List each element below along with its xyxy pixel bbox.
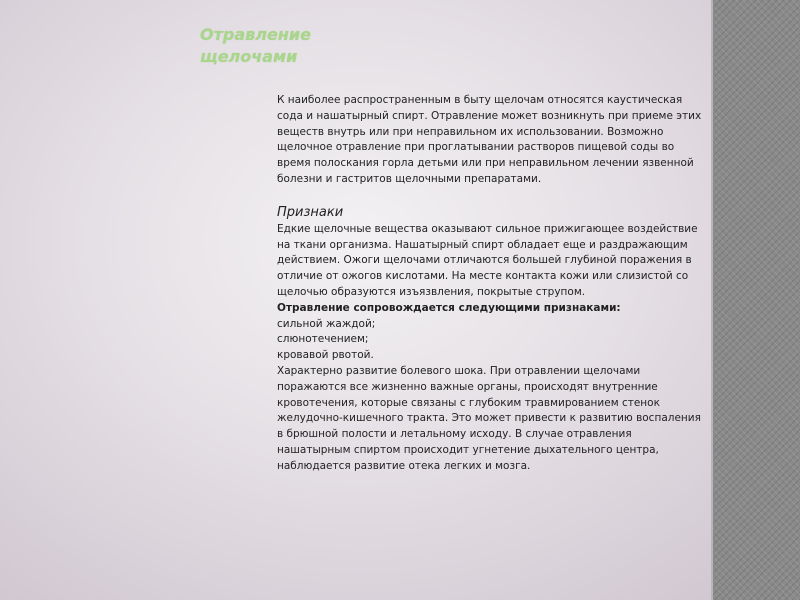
symptom-item: кровавой рвотой.: [277, 349, 374, 362]
slide-title: Отравление щелочами: [200, 25, 311, 66]
conclusion-paragraph: Характерно развитие болевого шока. При отравлении щелочами поражаются все жизненно важные органы, происходят внутренние кровотечения, которые связаны с глубоким травмированием стенок желудочно-кишечного тракта. Это может привести к развитию воспаления в брюшной полости и летальному исходу. В случае отравления нашатырным спиртом происходит угнетение дыхательного центра, наблюдается развитие отека легких и мозга.: [277, 364, 701, 472]
symptoms-lead: Отравление сопровождается следующими признаками:: [277, 301, 621, 314]
symptom-item: слюнотечением;: [277, 333, 369, 346]
slide-content: [277, 93, 702, 475]
symptom-item: сильной жаждой;: [277, 317, 376, 330]
side-decoration-panel: [713, 0, 800, 600]
signs-paragraph: Едкие щелочные вещества оказывают сильное прижигающее воздействие на ткани организма. Нашатырный спирт обладает еще и раздражающим действием. Ожоги щелочами отличаются большей глубиной поражения в отличие от ожогов кислотами. На месте контакта кожи или слизистой со щелочью образуются изъязвления, покрытые струпом.: [277, 222, 698, 298]
signs-heading: Признаки: [277, 204, 344, 220]
intro-paragraph: К наиболее распространенным в быту щелочам относятся каустическая сода и нашатырный спирт. Отравление может возникнуть при приеме этих веществ внутрь или при неправильном их использовании. Возможно щелочное отравление при проглатывании растворов пищевой соды во время полоскания горла детьми или при неправильном лечении язвенной болезни и гастритов щелочными препаратами.: [277, 94, 702, 185]
